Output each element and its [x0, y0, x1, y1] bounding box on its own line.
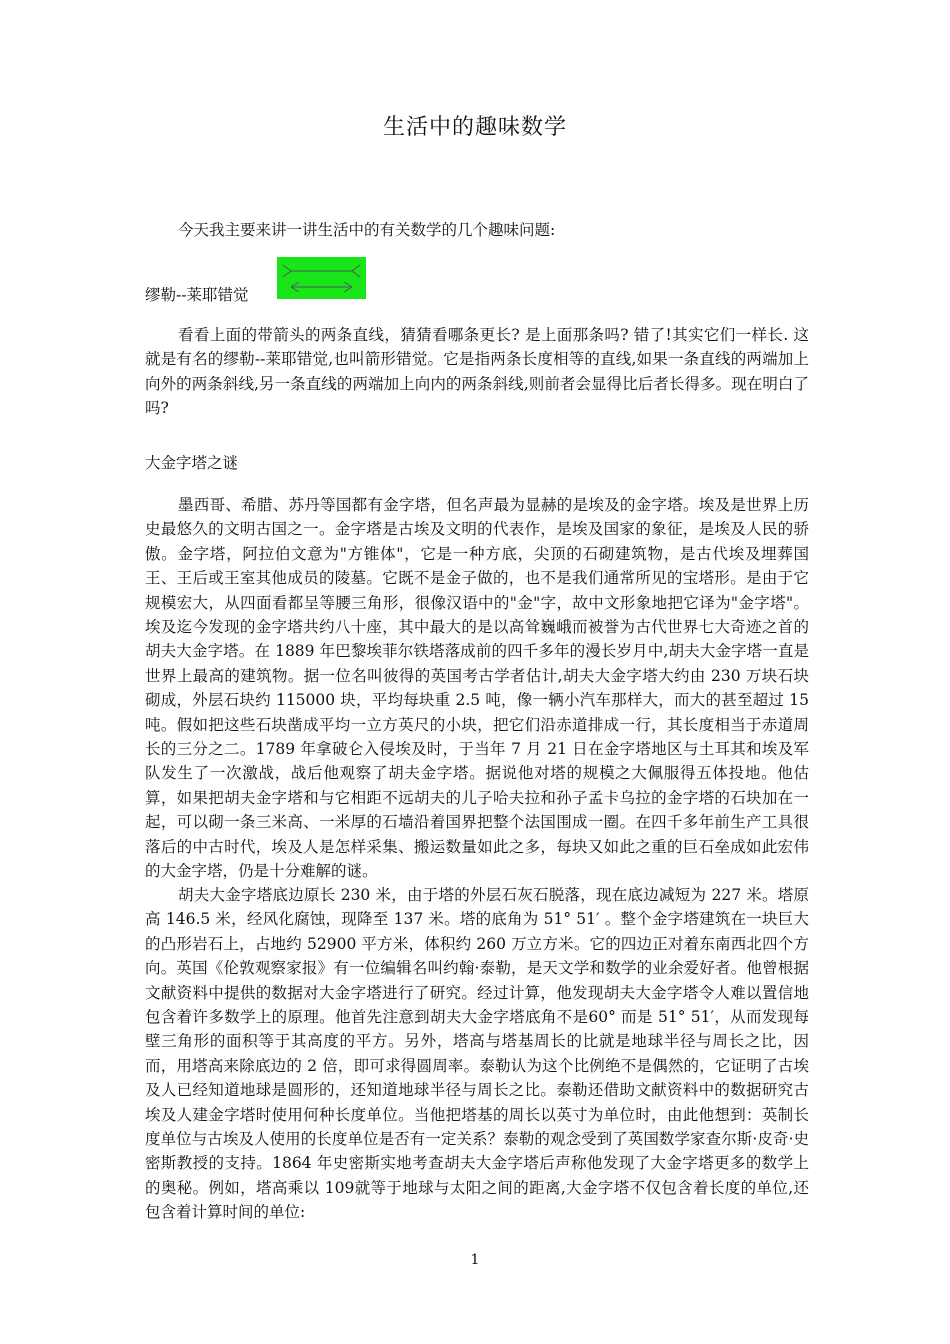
intro-text: 今天我主要来讲一讲生活中的有关数学的几个趣味问题: [178, 221, 556, 239]
pyramid-paragraph-2: 胡夫大金字塔底边原长 230 米，由于塔的外层石灰石脱落，现在底边减短为 227 米。塔原高 146.5 米，经风化腐蚀，现降至 137 米。塔的底角为 51° 51′ 。整个金字塔建筑在一块巨大的凸形岩石上，占地约 52900 平方米，体积约 260 万立方米。它的四边正对着东南西北四个方向。英国《伦敦观察家报》有一位编辑名叫约翰·泰勒，是天文学和数学的业余爱好者。他曾根据文献资料中提供的数据对大金字塔进行了研究。经过计算，他发现胡夫大金字塔令人难以置信地包含着许多数学上的原理。他首先注意到胡夫大金字塔底角不是60° 而是 51° 51′，从而发现每壁三角形的面积等于其高度的平方。另外，塔高与塔基周长的比就是地球半径与周长之比，因而，用塔高来除底边的 2 倍，即可求得圆周率。泰勒认为这个比例绝不是偶然的，它证明了古埃及人已经知道地球是圆形的，还知道地球半径与周长之比。泰勒还借助文献资料中的数据研究古埃及人建金字塔时使用何种长度单位。当他把塔基的周长以英寸为单位时，由此他想到：英制长度单位与古埃及人使用的长度单位是否有一定关系？泰勒的观念受到了英国数学家查尔斯·皮奇·史密斯教授的支持。1864 年史密斯实地考查胡夫大金字塔后声称他发现了大金字塔更多的数学上的奥秘。例如，塔高乘以 109就等于地球与太阳之间的距离,大金字塔不仅包含着长度的单位,还包含着计算时间的单位: [145, 886, 809, 1222]
illusion-explanation: 看看上面的带箭头的两条直线，猜猜看哪条更长? 是上面那条吗? 错了!其实它们一样长. 这就是有名的缪勒--莱耶错觉,也叫箭形错觉。它是指两条长度相等的直线,如果一条直线的两端加上向外的两条斜线,另一条直线的两端加上向内的两条斜线,则前者会显得比后者长得多。现在明白了吗? [145, 326, 809, 418]
pyramid-heading: 大金字塔之谜 [145, 454, 239, 472]
page-title: 生活中的趣味数学 [382, 115, 567, 140]
page-number: 1 [470, 1252, 480, 1268]
illusion-heading: 缪勒--莱耶错觉 [145, 286, 249, 304]
pyramid-paragraph-1: 墨西哥、希腊、苏丹等国都有金字塔，但名声最为显赫的是埃及的金字塔。埃及是世界上历史最悠久的文明古国之一。金字塔是古埃及文明的代表作，是埃及国家的象征，是埃及人民的骄傲。金字塔，阿拉伯文意为"方锥体"，它是一种方底，尖顶的石砌建筑物，是古代埃及埋葬国王、王后或王室其他成员的陵墓。它既不是金子做的，也不是我们通常所见的宝塔形。是由于它规模宏大，从四面看都呈等腰三角形，很像汉语中的"金"字，故中文形象地把它译为"金字塔"。埃及迄今发现的金字塔共约八十座，其中最大的是以高耸巍峨而被誉为古代世界七大奇迹之首的胡夫大金字塔。在 1889 年巴黎埃菲尔铁塔落成前的四千多年的漫长岁月中,胡夫大金字塔一直是世界上最高的建筑物。据一位名叫彼得的英国考古学者估计,胡夫大金字塔大约由 230 万块石块砌成，外层石块约 115000 块，平均每块重 2.5 吨，像一辆小汽车那样大，而大的甚至超过 15 吨。假如把这些石块凿成平均一立方英尺的小块，把它们沿赤道排成一行，其长度相当于赤道周长的三分之二。1789 年拿破仑入侵埃及时，于当年 7 月 21 日在金字塔地区与土耳其和埃及军队发生了一次激战，战后他观察了胡夫金字塔。据说他对塔的规模之大佩服得五体投地。他估算，如果把胡夫金字塔和与它相距不远胡夫的儿子哈夫拉和孙子孟卡乌拉的金字塔的石块加在一起，可以砌一条三米高、一米厚的石墙沿着国界把整个法国围成一圈。在四千多年前生产工具很落后的中古时代，埃及人是怎样采集、搬运数量如此之多，每块又如此之重的巨石垒成如此宏伟的大金字塔，仍是十分难解的谜。 [145, 496, 809, 881]
muller-lyer-illusion-figure [277, 257, 366, 299]
